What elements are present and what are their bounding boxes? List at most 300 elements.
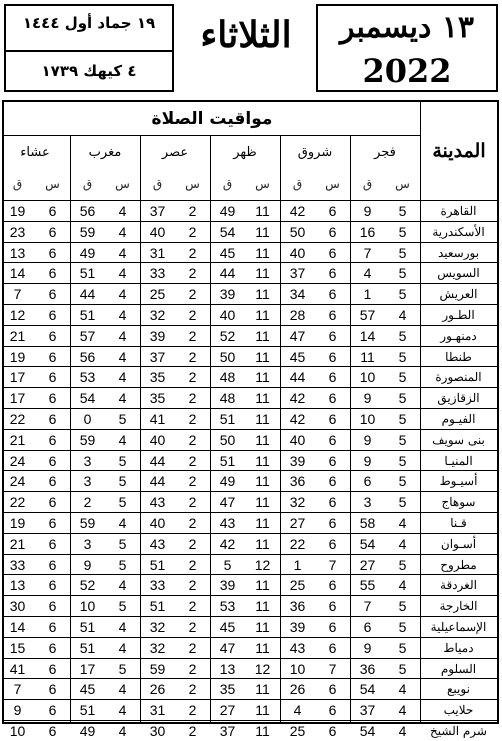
table-row <box>4 429 497 450</box>
minute-cell: 51 <box>79 619 96 635</box>
hour-cell: 4 <box>118 307 127 323</box>
hour-cell: 2 <box>188 390 197 407</box>
city-name: القاهرة <box>440 204 477 218</box>
minute-cell: 45 <box>219 619 236 635</box>
hour-cell: 2 <box>188 723 197 739</box>
minute-cell: 23 <box>9 223 26 240</box>
hour-cell: 5 <box>398 327 407 344</box>
hour-cell: 4 <box>398 723 407 739</box>
minute-cell: 51 <box>79 639 96 656</box>
hour-cell: 4 <box>118 390 127 407</box>
minute-cell: 4 <box>293 702 302 719</box>
minute-cell: 10 <box>79 598 96 615</box>
city-name: المنيـا <box>444 453 473 468</box>
minute-cell: 27 <box>359 556 376 573</box>
hour-cell: 6 <box>48 702 57 719</box>
city-name: أسيـوط <box>439 474 478 489</box>
unit-minute-label: ق <box>152 177 163 191</box>
minute-cell: 15 <box>9 639 26 656</box>
hour-cell: 11 <box>255 411 270 427</box>
minute-cell: 22 <box>9 494 26 511</box>
minute-cell: 40 <box>289 431 306 448</box>
minute-cell: 19 <box>9 203 26 219</box>
hour-cell: 5 <box>398 203 407 219</box>
hour-cell: 6 <box>48 265 57 282</box>
city-name: الإسماعيلية <box>430 620 487 634</box>
minute-cell: 25 <box>149 286 166 303</box>
date-divider <box>6 50 172 52</box>
hour-cell: 6 <box>48 369 57 386</box>
minute-cell: 22 <box>289 535 306 552</box>
hour-cell: 11 <box>255 515 270 531</box>
minute-cell: 19 <box>9 348 26 365</box>
hour-cell: 2 <box>188 348 197 365</box>
hour-cell: 5 <box>398 223 407 240</box>
minute-cell: 9 <box>363 203 372 219</box>
prayer-name: عشاء <box>20 144 50 160</box>
hour-cell: 2 <box>188 327 197 344</box>
table-row <box>4 221 497 242</box>
hour-cell: 4 <box>398 535 407 552</box>
hour-cell: 12 <box>254 556 271 573</box>
city-name: دمنهـور <box>440 328 477 343</box>
hour-cell: 5 <box>398 411 407 427</box>
hour-cell: 7 <box>328 660 337 677</box>
hour-cell: 6 <box>328 473 337 490</box>
minute-cell: 56 <box>79 348 96 365</box>
minute-cell: 25 <box>289 723 306 739</box>
hour-cell: 11 <box>255 390 270 407</box>
hour-cell: 4 <box>118 223 127 240</box>
hour-cell: 11 <box>255 473 270 490</box>
prayer-name: فجر <box>374 144 396 160</box>
minute-cell: 13 <box>219 660 236 677</box>
minute-cell: 39 <box>219 577 236 594</box>
hour-cell: 2 <box>188 307 197 323</box>
unit-hour-label: س <box>395 177 410 191</box>
hour-cell: 6 <box>48 411 57 427</box>
minute-cell: 0 <box>83 411 92 427</box>
table-row <box>4 491 497 512</box>
minute-cell: 7 <box>13 286 22 303</box>
minute-cell: 48 <box>219 390 236 407</box>
minute-cell: 44 <box>79 286 96 303</box>
city-name: الغردقة <box>440 578 477 593</box>
minute-cell: 1 <box>293 556 302 573</box>
hour-cell: 11 <box>255 223 270 240</box>
minute-cell: 31 <box>149 702 166 719</box>
hour-cell: 6 <box>328 577 337 594</box>
city-name: قـنا <box>450 516 467 530</box>
hour-cell: 6 <box>48 286 57 303</box>
hour-cell: 11 <box>255 307 270 323</box>
city-name: مطروح <box>440 557 477 572</box>
minute-cell: 40 <box>149 515 166 531</box>
hour-cell: 5 <box>118 494 127 511</box>
minute-cell: 51 <box>79 265 96 282</box>
minute-cell: 44 <box>149 473 166 490</box>
hour-cell: 2 <box>188 411 197 427</box>
minute-cell: 47 <box>289 327 306 344</box>
table-row <box>4 512 497 533</box>
minute-cell: 14 <box>359 327 376 344</box>
minute-cell: 30 <box>9 598 26 615</box>
hour-cell: 6 <box>48 619 57 635</box>
minute-cell: 49 <box>79 723 96 739</box>
hour-cell: 4 <box>398 515 407 531</box>
table-row <box>4 678 497 699</box>
minute-cell: 54 <box>79 390 96 407</box>
minute-cell: 53 <box>79 369 96 386</box>
city-name: بنى سويف <box>432 432 485 447</box>
minute-cell: 16 <box>359 223 376 240</box>
hijri-coptic-date-box <box>4 4 174 92</box>
city-name: بورسعيد <box>437 245 480 260</box>
table-row <box>4 533 497 554</box>
hour-cell: 6 <box>48 244 57 261</box>
minute-cell: 9 <box>363 390 372 407</box>
prayer-name: مغرب <box>88 144 122 160</box>
gregorian-day-month: ١٣ ديسمبر <box>339 10 475 45</box>
table-row <box>4 387 497 408</box>
hour-cell: 2 <box>188 223 197 240</box>
hour-cell: 5 <box>118 473 127 490</box>
hour-cell: 5 <box>118 660 127 677</box>
minute-cell: 11 <box>360 348 375 365</box>
hour-cell: 2 <box>188 431 197 448</box>
minute-cell: 36 <box>359 660 376 677</box>
minute-cell: 17 <box>9 369 26 386</box>
table-row <box>4 470 497 491</box>
table-row <box>4 637 497 658</box>
hour-cell: 2 <box>188 639 197 656</box>
table-row <box>4 408 497 429</box>
minute-cell: 40 <box>289 244 306 261</box>
minute-cell: 12 <box>9 307 26 323</box>
hour-cell: 4 <box>118 515 127 531</box>
city-name: الزقازيق <box>437 391 480 406</box>
minute-cell: 59 <box>79 431 96 448</box>
hour-cell: 4 <box>398 702 407 719</box>
minute-cell: 58 <box>359 515 376 531</box>
hour-cell: 6 <box>48 723 57 739</box>
hour-cell: 11 <box>255 598 270 615</box>
hour-cell: 2 <box>188 473 197 490</box>
hour-cell: 2 <box>188 702 197 719</box>
hour-cell: 2 <box>188 244 197 261</box>
hour-cell: 6 <box>328 327 337 344</box>
minute-cell: 3 <box>363 494 372 511</box>
hour-cell: 6 <box>328 348 337 365</box>
minute-cell: 1 <box>363 286 372 303</box>
hour-cell: 6 <box>48 307 57 323</box>
hour-cell: 5 <box>398 244 407 261</box>
hour-cell: 11 <box>255 369 270 386</box>
minute-cell: 17 <box>79 660 96 677</box>
minute-cell: 13 <box>9 244 26 261</box>
unit-minute-label: ق <box>222 177 233 191</box>
hour-cell: 4 <box>118 327 127 344</box>
hour-cell: 6 <box>48 577 57 594</box>
minute-cell: 36 <box>289 598 306 615</box>
unit-hour-label: س <box>45 177 60 191</box>
minute-cell: 27 <box>289 515 306 531</box>
hour-cell: 6 <box>48 223 57 240</box>
minute-cell: 40 <box>149 431 166 448</box>
hour-cell: 6 <box>48 494 57 511</box>
minute-cell: 57 <box>359 307 376 323</box>
hour-cell: 6 <box>328 369 337 386</box>
hour-cell: 6 <box>328 598 337 615</box>
hour-cell: 5 <box>398 619 407 635</box>
hour-cell: 4 <box>398 307 407 323</box>
hijri-date: ١٩ جماد أول ١٤٤٤ <box>22 14 156 32</box>
hour-cell: 11 <box>255 723 270 739</box>
hour-cell: 6 <box>328 619 337 635</box>
hour-cell: 2 <box>188 265 197 282</box>
hour-cell: 6 <box>328 286 337 303</box>
minute-cell: 21 <box>9 431 26 448</box>
minute-cell: 39 <box>219 286 236 303</box>
table-row <box>4 366 497 387</box>
hour-cell: 11 <box>255 286 270 303</box>
hour-cell: 11 <box>255 639 270 656</box>
hour-cell: 6 <box>48 327 57 344</box>
hour-cell: 2 <box>188 494 197 511</box>
minute-cell: 7 <box>363 598 372 615</box>
minute-cell: 35 <box>149 390 166 407</box>
minute-cell: 17 <box>9 390 26 407</box>
table-row <box>4 574 497 595</box>
hour-cell: 4 <box>118 577 127 594</box>
hour-cell: 11 <box>255 431 270 448</box>
hour-cell: 6 <box>48 681 57 698</box>
unit-minute-label: ق <box>362 177 373 191</box>
hour-cell: 5 <box>118 411 127 427</box>
hour-cell: 4 <box>118 431 127 448</box>
prayer-times-table <box>2 100 499 739</box>
hour-cell: 5 <box>398 639 407 656</box>
minute-cell: 42 <box>289 411 306 427</box>
hour-cell: 6 <box>328 307 337 323</box>
hour-cell: 6 <box>328 535 337 552</box>
hour-cell: 11 <box>255 244 270 261</box>
minute-cell: 51 <box>79 307 96 323</box>
minute-cell: 24 <box>9 452 26 469</box>
minute-cell: 9 <box>13 702 22 719</box>
hour-cell: 6 <box>48 473 57 490</box>
gregorian-year: 2022 <box>362 52 452 90</box>
hour-cell: 6 <box>328 431 337 448</box>
hour-cell: 2 <box>188 369 197 386</box>
table-row <box>4 720 497 741</box>
minute-cell: 26 <box>289 681 306 698</box>
city-name: حلايب <box>443 703 474 718</box>
minute-cell: 56 <box>79 203 96 219</box>
hour-cell: 11 <box>255 535 270 552</box>
hour-cell: 6 <box>328 681 337 698</box>
hour-cell: 4 <box>398 681 407 698</box>
hour-cell: 5 <box>398 452 407 469</box>
table-row <box>4 699 497 720</box>
table-row <box>4 554 497 575</box>
minute-cell: 37 <box>289 265 306 282</box>
city-name: الطـور <box>442 308 475 322</box>
hour-cell: 4 <box>118 619 127 635</box>
hour-cell: 11 <box>255 265 270 282</box>
hour-cell: 5 <box>118 535 127 552</box>
minute-cell: 37 <box>149 203 166 219</box>
minute-cell: 52 <box>79 577 96 594</box>
hour-cell: 4 <box>118 348 127 365</box>
minute-cell: 36 <box>289 473 306 490</box>
hour-cell: 6 <box>328 452 337 469</box>
minute-cell: 44 <box>289 369 306 386</box>
minute-cell: 34 <box>289 286 306 303</box>
hour-cell: 11 <box>255 702 270 719</box>
hour-cell: 6 <box>48 431 57 448</box>
day-name: الثلاثاء <box>200 14 292 56</box>
minute-cell: 45 <box>289 348 306 365</box>
minute-cell: 44 <box>149 452 166 469</box>
minute-cell: 37 <box>359 702 376 719</box>
minute-cell: 7 <box>363 244 372 261</box>
hour-cell: 2 <box>188 598 197 615</box>
minute-cell: 4 <box>363 265 372 282</box>
minute-cell: 51 <box>219 411 236 427</box>
minute-cell: 14 <box>9 619 26 635</box>
minute-cell: 54 <box>219 223 236 240</box>
minute-cell: 40 <box>149 223 166 240</box>
minute-cell: 45 <box>219 244 236 261</box>
hour-cell: 4 <box>118 723 127 739</box>
minute-cell: 54 <box>359 681 376 698</box>
hour-cell: 4 <box>118 286 127 303</box>
city-name: الأسكندرية <box>432 224 485 239</box>
minute-cell: 39 <box>149 327 166 344</box>
hour-cell: 5 <box>398 369 407 386</box>
hour-cell: 6 <box>48 556 57 573</box>
hour-cell: 6 <box>328 639 337 656</box>
minute-cell: 3 <box>83 535 92 552</box>
minute-cell: 33 <box>149 265 166 282</box>
minute-cell: 32 <box>149 307 166 323</box>
minute-cell: 6 <box>363 619 372 635</box>
minute-cell: 43 <box>219 515 236 531</box>
table-row <box>4 450 497 471</box>
minute-cell: 9 <box>363 431 372 448</box>
unit-hour-label: س <box>255 177 270 191</box>
minute-cell: 51 <box>149 556 166 573</box>
minute-cell: 43 <box>149 494 166 511</box>
minute-cell: 59 <box>79 515 96 531</box>
hour-cell: 11 <box>255 452 270 469</box>
hour-cell: 6 <box>328 265 337 282</box>
hour-cell: 6 <box>48 639 57 656</box>
hour-cell: 5 <box>118 556 127 573</box>
unit-minute-label: ق <box>82 177 93 191</box>
minute-cell: 54 <box>359 723 376 739</box>
hour-cell: 5 <box>398 598 407 615</box>
hour-cell: 2 <box>188 681 197 698</box>
minute-cell: 49 <box>79 244 96 261</box>
minute-cell: 32 <box>289 494 306 511</box>
minute-cell: 7 <box>13 681 22 698</box>
hour-cell: 6 <box>48 390 57 407</box>
hour-cell: 6 <box>48 348 57 365</box>
hour-cell: 4 <box>398 577 407 594</box>
minute-cell: 14 <box>9 265 26 282</box>
hour-cell: 6 <box>328 390 337 407</box>
gregorian-date-box <box>316 4 498 92</box>
minute-cell: 9 <box>363 639 372 656</box>
minute-cell: 39 <box>289 452 306 469</box>
minute-cell: 54 <box>359 535 376 552</box>
minute-cell: 3 <box>83 452 92 469</box>
table-row <box>4 304 497 325</box>
city-column-header: المدينة <box>420 102 497 200</box>
minute-cell: 10 <box>359 411 376 427</box>
hour-cell: 11 <box>255 348 270 365</box>
hour-cell: 11 <box>255 619 270 635</box>
minute-cell: 37 <box>219 723 236 739</box>
city-name: سوهاج <box>441 495 476 510</box>
minute-cell: 49 <box>219 473 236 490</box>
minute-cell: 51 <box>149 598 166 615</box>
city-name: الخارجة <box>439 599 478 614</box>
coptic-date: ٤ كيهك ١٧٣٩ <box>41 62 137 80</box>
hour-cell: 6 <box>48 515 57 531</box>
hour-cell: 7 <box>328 556 337 573</box>
minute-cell: 57 <box>79 327 96 344</box>
city-name: شرم الشيخ <box>430 724 487 738</box>
hour-cell: 5 <box>398 473 407 490</box>
hour-cell: 5 <box>398 390 407 407</box>
minute-cell: 44 <box>219 265 236 282</box>
minute-cell: 21 <box>9 535 26 552</box>
minute-cell: 43 <box>289 639 306 656</box>
city-name: نويبع <box>447 682 470 697</box>
minute-cell: 40 <box>219 307 236 323</box>
unit-hour-label: س <box>325 177 340 191</box>
minute-cell: 35 <box>149 369 166 386</box>
minute-cell: 47 <box>219 494 236 511</box>
minute-cell: 21 <box>9 327 26 344</box>
hour-cell: 2 <box>188 286 197 303</box>
minute-cell: 42 <box>289 203 306 219</box>
hour-cell: 11 <box>255 577 270 594</box>
minute-cell: 33 <box>149 577 166 594</box>
hour-cell: 6 <box>48 660 57 677</box>
prayer-name: ظهر <box>233 144 257 160</box>
minute-cell: 31 <box>149 244 166 261</box>
minute-cell: 50 <box>219 348 236 365</box>
minute-cell: 28 <box>289 307 306 323</box>
minute-cell: 6 <box>363 473 372 490</box>
minute-cell: 35 <box>219 681 236 698</box>
hour-cell: 2 <box>188 619 197 635</box>
minute-cell: 9 <box>363 452 372 469</box>
city-name: المنصورة <box>435 370 482 385</box>
minute-cell: 10 <box>9 723 26 739</box>
hour-cell: 5 <box>398 286 407 303</box>
hour-cell: 5 <box>118 598 127 615</box>
hour-cell: 2 <box>188 660 197 677</box>
minute-cell: 5 <box>223 556 232 573</box>
minute-cell: 22 <box>9 411 26 427</box>
table-row <box>4 242 497 263</box>
table-row <box>4 616 497 637</box>
